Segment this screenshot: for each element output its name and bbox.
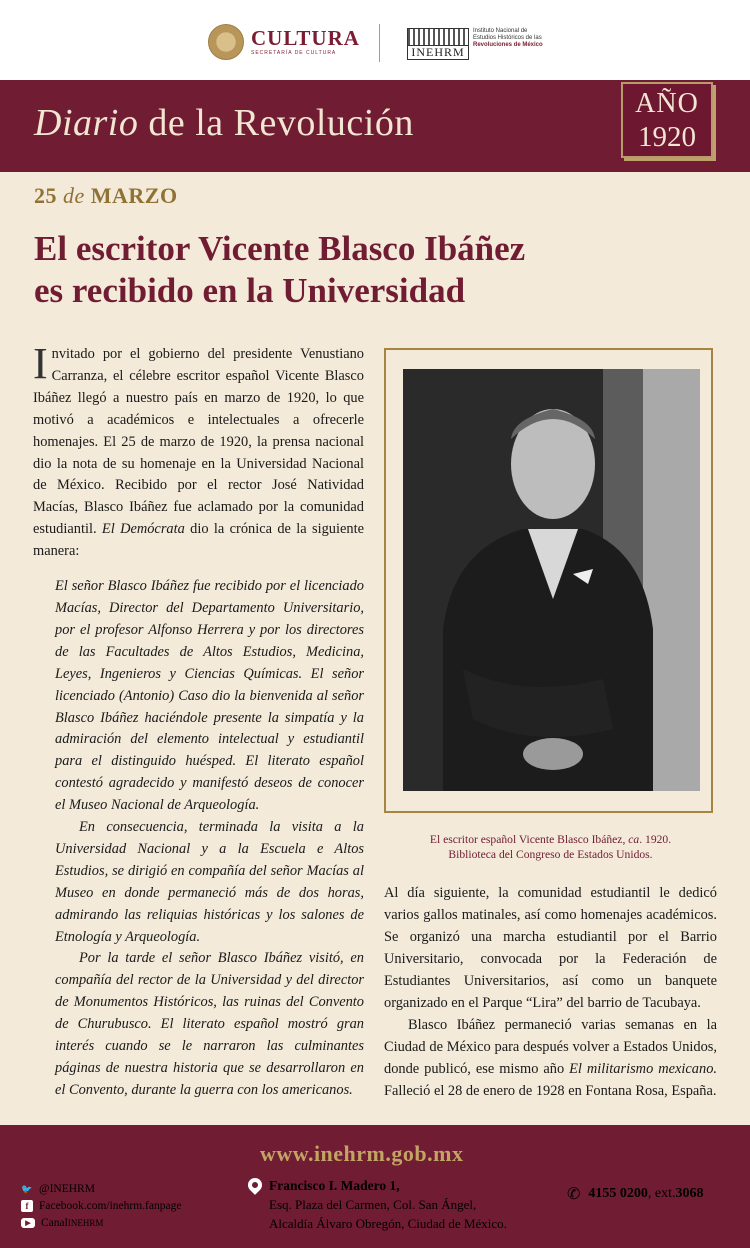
intro-paragraph: Invitado por el gobierno del presidente Venustiano Carranza, el célebre escritor español Vicente Blasco Ibáñez llegó a nuestro país en marzo de 1920, lo que motivó a académicos e intelectuales a ofrecerle homenajes. El 25 de marzo de 1920, la prensa nacional dio la nota de su homenaje en la Universidad Nacional de México. Recibido por el rector José Natividad Macías, Blasco Ibáñez fue aclamado por la comunidad estudiantil. El Demócrata dio la crónica de la siguiente manera: xyxy=(33,339,364,560)
facebook-icon: f xyxy=(21,1200,33,1212)
body-paragraph: Al día siguiente, la comunidad estudiantil le dedicó varios gallos matinales, así como homenajes académicos. Se organizó una marcha estudiantil por el Barrio Universitario, convocada por la Federación de Estudiantes Universitarios, así como un banquete organizado en el Parque “Lira” del barrio de Tacubaya. xyxy=(384,885,717,1011)
masthead-title: Diario de la Revolución xyxy=(34,102,414,144)
article-body-right xyxy=(384,882,717,1102)
building-icon xyxy=(407,28,469,45)
seal-icon xyxy=(208,24,244,60)
cultura-logo[interactable] xyxy=(208,24,360,60)
twitter-icon: 🐦 xyxy=(21,1183,33,1194)
year-badge: AÑO 1920 xyxy=(621,82,713,158)
article-date: 25 de MARZO xyxy=(34,183,178,208)
top-bar xyxy=(0,0,750,80)
website-link[interactable]: www.inehrm.gob.mx xyxy=(260,1141,464,1166)
twitter-link[interactable]: 🐦 @INEHRM xyxy=(21,1182,95,1195)
youtube-icon: ▶ xyxy=(21,1218,35,1228)
cultura-wordmark: CULTURA xyxy=(251,26,360,50)
article-body-left xyxy=(33,339,364,1102)
cultura-subtitle: SECRETARÍA DE CULTURA xyxy=(251,50,337,56)
address: Francisco I. Madero 1, Esq. Plaza del Carmen, Col. San Ángel, Alcaldía Álvaro Obregón, Ciudad de México. xyxy=(269,1178,507,1231)
article-headline: El escritor Vicente Blasco Ibáñez es recibido en la Universidad xyxy=(34,229,526,310)
logo-divider xyxy=(379,24,380,62)
drop-cap: I xyxy=(33,339,48,388)
youtube-link[interactable]: ▶ Canal INEHRM xyxy=(21,1214,181,1231)
facebook-link[interactable]: f Facebook.com/inehrm.fanpage xyxy=(21,1197,181,1214)
quote-paragraph: El señor Blasco Ibáñez fue recibido por el licenciado Macías, Director del Departamento Universitario, por el profesor Alfonso Herrera y por los directores de las Facultades de Altos Estudios, Medicina, Leyes, Ingenieros y Ciencias Químicas. El señor licenciado (Antonio) Caso dio la bienvenida al señor Blasco Ibáñez haciéndole presente la simpatía y la admiración del elemento intelectual y estudiantil para el distinguido huésped. El literato español contestó agradecido y manifestó deseos de conocer el Museo Nacional de Arqueología. xyxy=(55,578,364,814)
body-paragraph: Blasco Ibáñez permaneció varias semanas en la Ciudad de México para después volver a Estados Unidos, donde publicó, ese mismo año El militarismo mexicano. Falleció el 28 de enero de 1928 en Fontana Rosa, España. xyxy=(384,1017,717,1099)
inehrm-fullname: Instituto Nacional de Estudios Históricos de las Revoluciones de México xyxy=(473,28,543,48)
portrait-photo xyxy=(403,369,700,791)
inehrm-logo[interactable] xyxy=(407,28,543,60)
quote-paragraph: En consecuencia, terminada la visita a la Universidad Nacional y a la Escuela e Altos Estudios, se dirigió en compañía del señor Macías al Museo en donde permaneció más de dos horas, admirando las reliquias históricas y los salones de Etnología y Arqueología. xyxy=(55,819,364,945)
inehrm-wordmark: INEHRM xyxy=(407,45,468,60)
phone-number[interactable]: ✆ 4155 0200 , ext. 3068 xyxy=(567,1186,704,1203)
phone-icon: ✆ xyxy=(567,1186,581,1203)
quote-paragraph: Por la tarde el señor Blasco Ibáñez visitó, en compañía del rector de la Universidad y del director de Monumentos Históricos, las ruinas del Convento de Churubusco. El literato español mostró gran interés cuando se le narraron las culminantes páginas de nuestra historia que se desarrollaron en el Convento, durante la guerra con los americanos. xyxy=(55,950,364,1098)
social-links xyxy=(21,1180,181,1231)
photo-caption: El escritor español Vicente Blasco Ibáñez, ca. 1920. Biblioteca del Congreso de Estados Unidos. xyxy=(429,833,672,861)
